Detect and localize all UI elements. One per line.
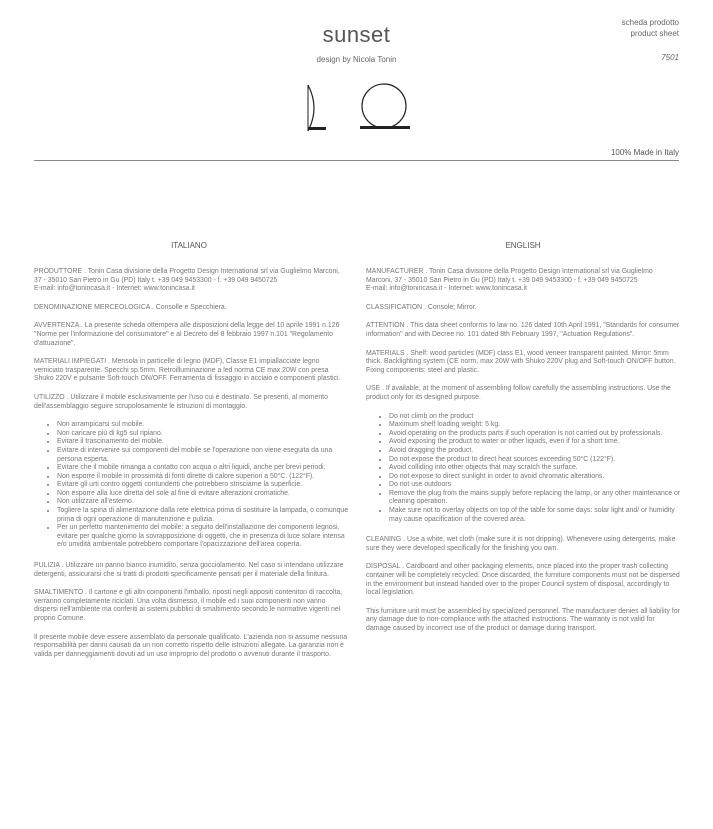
sheet-label-italian: scheda prodotto [621,18,679,27]
list-item: • Non esporre il mobile in prossimità di fonti dirette di calore superiori a 50°C. (122°F). [57,473,349,482]
classification-section: DENOMINAZIONE MERCEOLOGICA . Consolle e Specchiera. [34,303,227,311]
list-item: • Avoid colliding into other objects that may scratch the surface. [389,464,681,473]
list-item: • Avoid operating on the products parts if such operation is not carried out by professionals. [389,430,681,439]
materials-section: MATERIALI IMPIEGATI . Mensola in particelle di legno (MDF), Classe E1 impiallacciate legno verniciato trasparente. Specchi sp.5mm. Retroilluminazione a led norma CE max 20W con presa Shuko 220V e pulsante Soft-touch ON/OFF. Ferramenta di fissaggio in acciaio e componenti plastici. [34,358,341,383]
use-section: UTILIZZO . Utilizzare il mobile esclusivamente per l'uso cui è destinato. Se presenti, al momento dell'assemblaggio seguire scrupolosamente le istruzioni di montaggio. [34,393,328,410]
front-view-drawing [360,84,410,129]
materials-section: MATERIALS . Shelf: wood particles (MDF) class E1, wood veneer transparent painted. Mirror: 5mm thick. Backlighting system (CE norm, max 20W with Shuko 220V plug and Soft-touch ON/OFF button. Fixing components: steel and plastic. [366,349,676,374]
italian-warnings-list [34,421,349,550]
attention-section: ATTENTION . This data sheet conforms to law no. 126 dated 10th April 1991, "Standards for consumer information" and with Decree no. 101 dated 8th February 1997, "Actuation Regulations". [366,322,680,338]
english-column [366,268,681,644]
english-warnings-list [366,413,681,525]
attention-section: AVVERTENZA . La presente scheda ottempera alle disposizioni della legge del 10 aprile 1991 n.126 "Norme per l'informazione del consumatore" e al Decreto del 8 febbraio 1997 n.101 "Regolamento d'attuazione". [34,322,340,347]
side-view-drawing [308,85,326,131]
product-code: 7501 [661,53,679,62]
use-section: USE . If available, at the moment of assembling follow carefully the assembling instructions. Use the product only for its designed purpose. [366,385,671,401]
list-item: • Do not expose to direct sunlight in order to avoid chromatic alterations. [389,473,681,482]
manufacturer-section [366,268,681,294]
list-item: • Do not expose the product to direct heat sources exceeding 50°C (122°F). [389,456,681,465]
cleaning-section: CLEANING . Use a white, wet cloth (make sure it is not dripping). Whenevere using detergents, make sure they were developed specifically for the finishing you own. [366,536,676,552]
manufacturer-text: MANUFACTURER . Tonin Casa divisione della Progetto Design International srl via Guglielmo Marconi, 37 - 35010 San Pietro in Gu (PD) Italy t. +39 049 9453300 - f. +39 049 9450725 [366,268,653,284]
made-in-label: 100% Made in Italy [610,148,679,157]
sheet-label-english: product sheet [630,29,679,38]
manufacturer-text: PRODUTTORE . Tonin Casa divisione della Progetto Design International srl via Guglielmo Marconi, 37 - 35010 San Pietro in Gu (PD) Italy t. +39 049 9453300 - f. +39 049 9450725 [34,268,340,284]
italian-heading: ITALIANO [171,241,207,250]
manufacturer-contact: E-mail: info@tonincasa.it - Internet: www.tonincasa.it [34,285,195,293]
header-divider [34,160,679,161]
list-item: • Non utilizzare all'esterno. [57,498,349,507]
warranty-section: This furniture unit must be assembled by specialized personnel. The manufacturer denies all liability for any damage due to non-compliance with the attached instructions. The warranty is not valid for damage caused by incorrect use of the product or damage during transport. [366,607,680,632]
list-item: • Non arrampicarsi sul mobile. [57,421,349,430]
list-item: • Evitare gli urti contro oggetti contundenti che potrebbero strisciarne la superficie. [57,481,349,490]
list-item: • Evitare che il mobile rimanga a contatto con acqua o altri liquidi, anche per brevi periodi. [57,464,349,473]
product-title: sunset [322,22,391,47]
list-item: • Avoid dragging the product. [389,447,681,456]
product-drawing [300,82,430,134]
list-item: • Do not climb on the product [389,413,681,422]
list-item: • Evitare di intervenire sui componenti del mobile se l'operazione non viene eseguita da una persona esperta. [57,447,349,464]
disposal-section: SMALTIMENTO . Il cartone e gli altri componenti l'imballo, riposti negli appositi contenitori di raccolta, verranno completamente riciclati. Una volta dismesso, il mobile ed i suoi componenti non vanno dispersi nell'ambiente ma conferiti ai sistemi pubblici di smaltimento secondo le normative vigenti nel proprio Comune. [34,589,343,622]
cleaning-section: PULIZIA . Utilizzare un panno bianco inumidito, senza gocciolamento. Nel caso si intendano utilizzare detergenti, assicurarsi che si tratti di prodotti specificamente pensati per il materiale della finitura. [34,562,344,578]
manufacturer-section [34,268,349,294]
designer-credit: design by Nicola Tonin [316,55,397,64]
manufacturer-contact: E-mail: info@tonincasa.it - Internet: www.tonincasa.it [366,285,527,293]
list-item: • Non caricare più di kg5 sul ripiano. [57,430,349,439]
list-item: • Avoid exposing the product to water or other liquids, even if for a short time. [389,438,681,447]
list-item: • Evitare il trascinamento del mobile. [57,438,349,447]
list-item: • Do not use outdoors [389,481,681,490]
warranty-section: Il presente mobile deve essere assemblato da personale qualificato. L'azienda non si assume nessuna responsabilità per danni causati da un non corretto rispetto delle istruzioni allegate. La garanzia non è valida per danneggiamenti dovuti ad un uso improprio del prodotto o avvenuti durante il trasporto. [34,633,348,658]
english-heading: ENGLISH [505,241,541,250]
italian-column [34,268,349,669]
list-item: • Per un perfetto mantenimento del mobile: a seguito dell'installazione dei componenti legnosi, evitare per qualche giorno la sovrapposizione di oggetti, che in presenza di luce solare intensa e/o umidità ambientale potrebbero comportare l'opacizzazione dell'area coperta. [57,524,349,550]
classification-section: CLASSIFICATION . Console; Mirror. [366,303,477,311]
list-item: • Maximum shelf loading weight: 5 kg. [389,421,681,430]
list-item: • Togliere la spina di alimentazione dalla rete elettrica prima di sostituire la lampada, o comunque prima di ogni operazione di manutenzione e pulizia. [57,507,349,524]
disposal-section: DISPOSAL . Cardboard and other packaging elements, once placed into the proper trash collecting container will be completely recycled. Once discarded, the furniture components must not be dispersed in the environment but instead handed over to the proper Council system of disposal, accordingly to local legislation. [366,563,680,597]
list-item: • Make sure not to overlay objects on top of the table for some days: solar light and/ or humidity may cause opacification of the covered area. [389,507,681,524]
list-item: • Remove the plug from the mains supply before replacing the lamp, or any other maintenance or cleaning operation. [389,490,681,507]
list-item: • Non esporre alla luce diretta del sole al fine di evitare alterazioni cromatiche. [57,490,349,499]
